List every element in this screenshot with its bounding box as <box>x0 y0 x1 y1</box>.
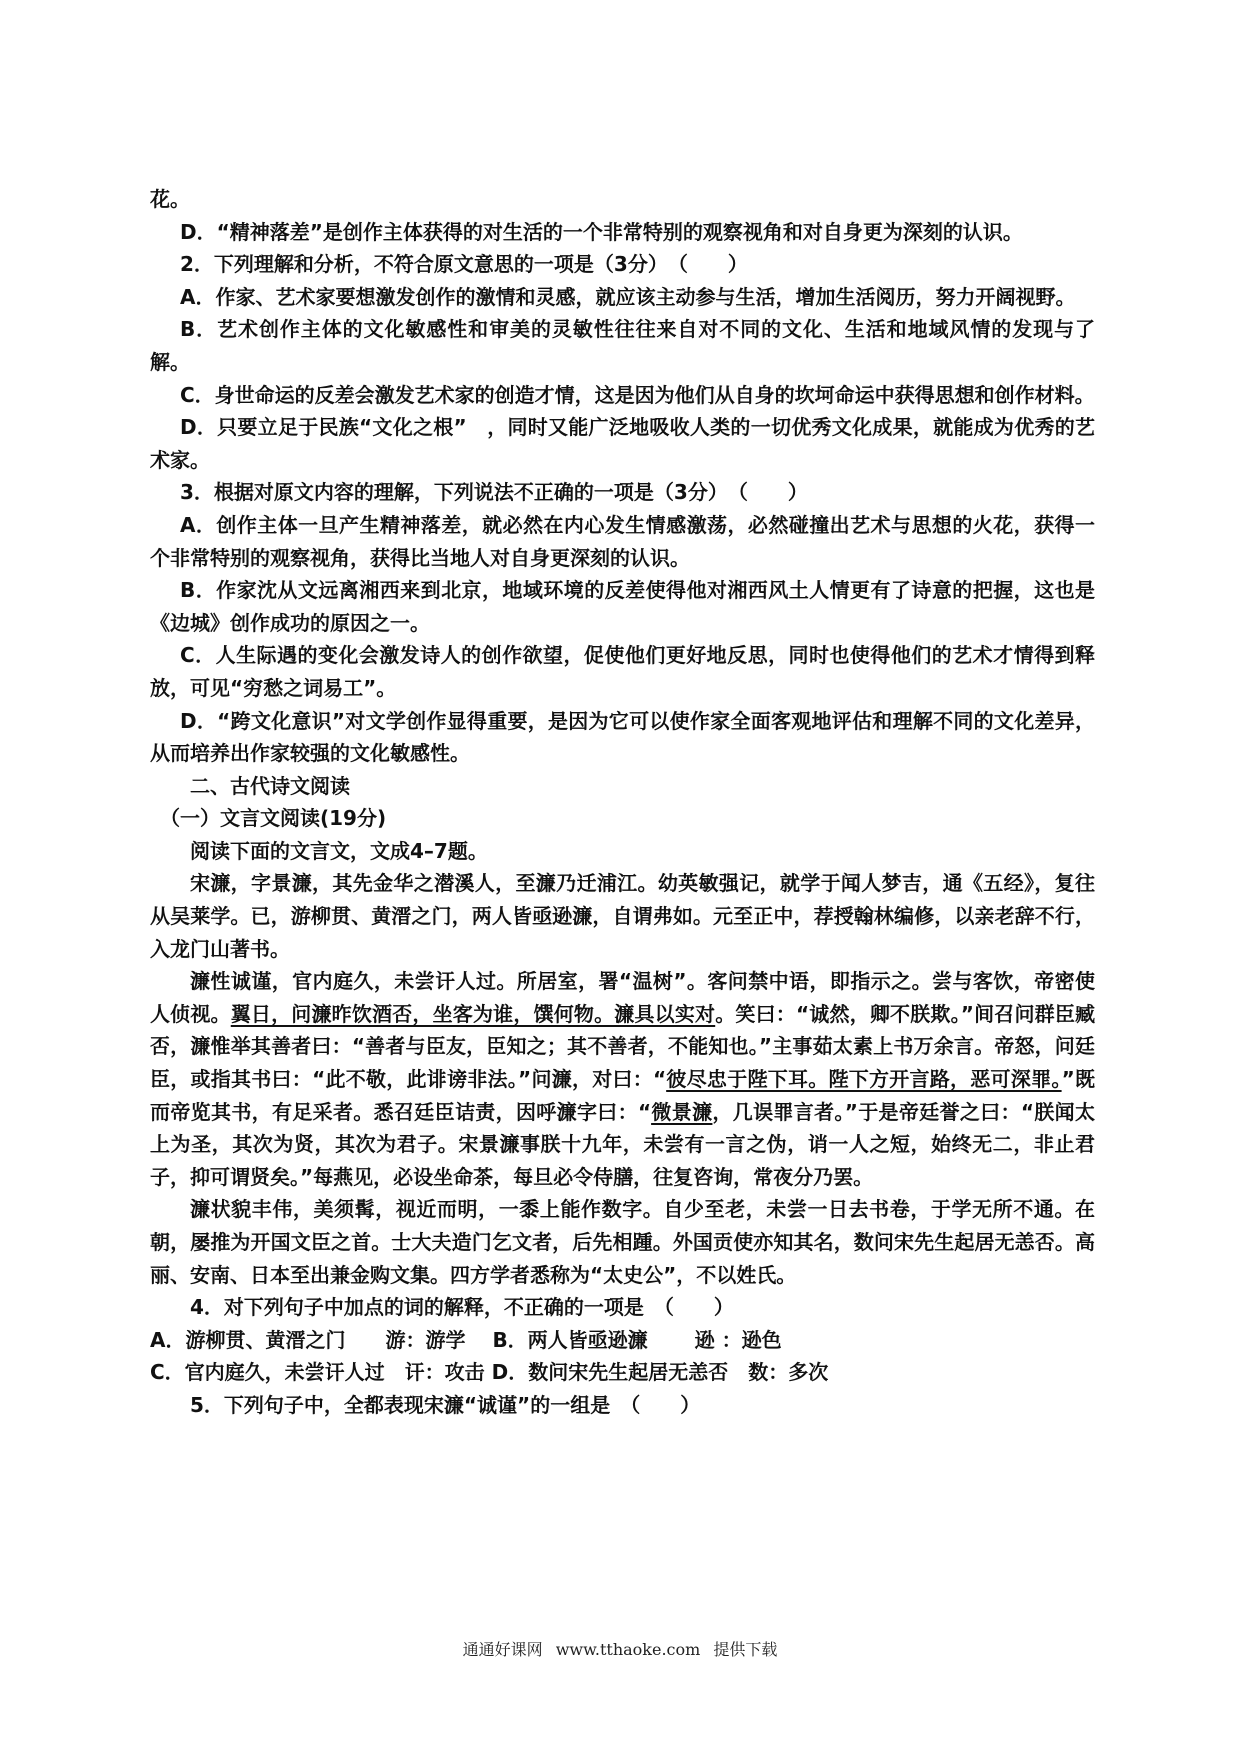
reading-instruction: 阅读下面的文言文，文成4–7题。 <box>190 838 488 863</box>
passage-paragraph-3: 濂状貌丰伟，美须髯，视近而明，一黍上能作数字。自少至老，未尝一日去书卷，于学无所不通。在朝，屡推为开国文臣之首。士大夫造门乞文者，后先相踵。外国贡使亦知其名，数问宋先生起居无恙否。高丽、安南、日本至出兼金购文集。四方学者悉称为“太史公”，不以姓氏。 <box>150 1197 1095 1287</box>
text-line: 花。 <box>150 187 190 211</box>
question-block <box>150 183 1095 867</box>
question-2-stem: 2．下列理解和分析，不符合原文意思的一项是（3分） （ ） <box>180 252 748 277</box>
passage-text: 。笑曰：“诚然，卿不朕欺。”间召问群臣臧否，濂惟举其善者曰：“善者与臣友，臣知之；其不善者，不能知也。”主事茹太素上书万余言。帝怒，问廷臣，或指其书曰：“此不敬，此诽谤非法。”问濂，对曰：“ <box>150 1001 1096 1092</box>
question-2-option-a: A．作家、艺术家要想激发创作的激情和灵感，就应该主动参与生活，增加生活阅历，努力开阔视野。 <box>180 284 1076 309</box>
passage-text: 濂性诚谨，官内庭久，未尝讦人过。所居室，署“温树”。客问禁中语，即指示之。尝与客饮，帝密使人侦视。 <box>150 969 1095 1026</box>
question-4-options-row-1: A．游柳贯、黄溍之门 游：游学 B．两人皆亟逊濂 逊 ：逊色 <box>150 1327 782 1352</box>
question-2-option-d: D．只要立足于民族“文化之根” ，同时又能广泛地吸收人类的一切优秀文化成果，就能成为优秀的艺术家。 <box>150 415 1095 472</box>
question-5-stem: 5．下列句子中，全都表现宋濂“诚谨”的一组是 （ ） <box>190 1392 701 1417</box>
footer-url: www.tthaoke.com <box>555 1640 701 1659</box>
question-4-options-row-2: C．官内庭久，未尝讦人过 讦：攻击 D．数问宋先生起居无恙否 数：多次 <box>150 1360 829 1385</box>
passage-text: ”既而帝览其书，有足采者。悉召廷臣诘责，因呼濂字曰：“ <box>150 1067 1095 1124</box>
question-3-option-c: C．人生际遇的变化会激发诗人的创作欲望，促使他们更好地反思，同时也使得他们的艺术才情得到释放，可见“穷愁之词易工”。 <box>150 643 1095 700</box>
footer-suffix: 提供下载 <box>713 1640 778 1659</box>
question-3-option-b: B．作家沈从文远离湘西来到北京，地域环境的反差使得他对湘西风土人情更有了诗意的把握，这也是《边城》创作成功的原因之一。 <box>150 578 1095 635</box>
question-4-stem: 4．对下列句子中加点的词的解释，不正确的一项是 （ ） <box>190 1295 734 1320</box>
question-2-option-c: C．身世命运的反差会激发艺术家的创造才情，这是因为他们从自身的坎坷命运中获得思想和创作材料。 <box>180 382 1095 407</box>
footer-site-name: 通通好课网 <box>462 1640 543 1659</box>
section-heading: 二、古代诗文阅读 <box>190 773 350 798</box>
underlined-sentence: 彼尽忠于陛下耳。陛下方开言路，恶可深罪。 <box>666 1067 1062 1092</box>
passage-paragraph-1: 宋濂，字景濂，其先金华之潜溪人，至濂乃迁浦江。幼英敏强记，就学于闻人梦吉，通《五经》，复往从吴莱学。已，游柳贯、黄溍之门，两人皆亟逊濂，自谓弗如。元至正中，荐授翰林编修，以亲老辞不行，入龙门山著书。 <box>150 871 1095 961</box>
question-3-option-d: D．“跨文化意识”对文学创作显得重要，是因为它可以使作家全面客观地评估和理解不同的文化差异，从而培养出作家较强的文化敏感性。 <box>150 708 1095 766</box>
underlined-sentence: 翼日，问濂昨饮酒否，坐客为谁，馔何物。濂具以实对 <box>230 1001 716 1026</box>
question-3-stem: 3．根据对原文内容的理解，下列说法不正确的一项是（3分） （ ） <box>180 480 808 505</box>
question-3-option-a: A．创作主体一旦产生精神落差，就必然在内心发生情感激荡，必然碰撞出艺术与思想的火花，获得一个非常特别的观察视角，获得比当地人对自身更深刻的认识。 <box>150 512 1095 570</box>
exam-page <box>150 183 1095 1422</box>
underlined-sentence: 微景濂 <box>651 1099 713 1124</box>
question-2-option-b: B．艺术创作主体的文化敏感性和审美的灵敏性往往来自对不同的文化、生活和地域风情的发现与了解。 <box>150 317 1095 374</box>
page-footer <box>0 1637 1240 1660</box>
subsection-heading: （一）文言文阅读(19分) <box>160 806 387 831</box>
text-line: D．“精神落差”是创作主体获得的对生活的一个非常特别的观察视角和对自身更为深刻的认识。 <box>180 219 1023 244</box>
passage-paragraph-2 <box>150 965 1095 1193</box>
passage-text: ，几误罪言者。”于是帝廷誉之曰：“朕闻太上为圣，其次为贤，其次为君子。宋景濂事朕十九年，未尝有一言之伪，诮一人之短，始终无二，非止君子，抑可谓贤矣。”每燕见，必设坐命茶，每旦必令侍膳，往复咨询，常夜分乃罢。 <box>150 1099 1095 1189</box>
